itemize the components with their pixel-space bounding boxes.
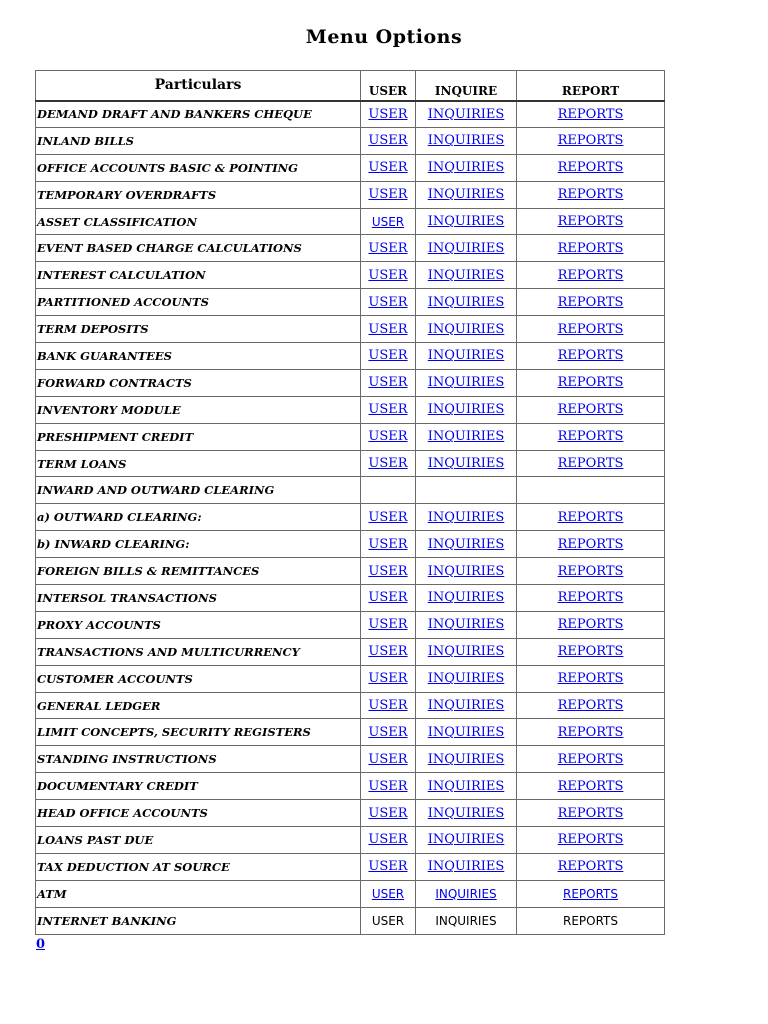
inquiries-link[interactable]: INQUIRIES	[427, 617, 505, 633]
inquiries-cell	[416, 154, 517, 181]
reports-link[interactable]: REPORTS	[562, 913, 618, 928]
reports-cell	[517, 504, 665, 531]
reports-link[interactable]: REPORTS	[557, 509, 624, 525]
inquiries-cell	[416, 907, 517, 934]
table-row	[36, 719, 665, 746]
user-link[interactable]: USER	[368, 698, 408, 714]
inquiries-link[interactable]: INQUIRIES	[427, 671, 505, 687]
reports-cell	[517, 773, 665, 800]
user-link[interactable]: USER	[368, 187, 408, 203]
inquiries-link[interactable]: INQUIRIES	[427, 375, 505, 391]
reports-link[interactable]: REPORTS	[557, 402, 624, 418]
reports-link[interactable]: REPORTS	[557, 859, 624, 875]
reports-link[interactable]: REPORTS	[557, 240, 624, 256]
inquiries-cell	[416, 127, 517, 154]
user-link[interactable]: USER	[371, 886, 405, 901]
row-label: a) OUTWARD CLEARING:	[36, 504, 361, 531]
reports-link[interactable]: REPORTS	[557, 671, 624, 687]
user-link[interactable]: USER	[368, 536, 408, 552]
row-label: HEAD OFFICE ACCOUNTS	[36, 800, 361, 827]
user-cell	[361, 423, 416, 450]
header-user: USER	[361, 71, 416, 101]
inquiries-link[interactable]: INQUIRIES	[435, 886, 497, 901]
reports-link[interactable]: REPORTS	[557, 778, 624, 794]
reports-cell	[517, 208, 665, 235]
inquiries-link[interactable]: INQUIRIES	[427, 751, 505, 767]
reports-cell	[517, 585, 665, 612]
row-label: TRANSACTIONS AND MULTICURRENCY	[36, 638, 361, 665]
user-link[interactable]: USER	[368, 778, 408, 794]
inquiries-cell	[416, 369, 517, 396]
reports-cell	[517, 343, 665, 370]
inquiries-link[interactable]: INQUIRIES	[427, 402, 505, 418]
row-label: FOREIGN BILLS & REMITTANCES	[36, 558, 361, 585]
user-cell	[361, 827, 416, 854]
row-label: CUSTOMER ACCOUNTS	[36, 665, 361, 692]
reports-link[interactable]: REPORTS	[557, 294, 624, 310]
inquiries-cell	[416, 208, 517, 235]
row-label: TAX DEDUCTION AT SOURCE	[36, 853, 361, 880]
inquiries-cell	[416, 746, 517, 773]
inquiries-cell	[416, 289, 517, 316]
inquiries-cell	[416, 181, 517, 208]
user-link[interactable]: USER	[368, 348, 408, 364]
inquiries-cell	[416, 343, 517, 370]
inquiries-link[interactable]: INQUIRIES	[427, 536, 505, 552]
table-row	[36, 504, 665, 531]
table-row	[36, 773, 665, 800]
top-anchor-link[interactable]: 0	[36, 937, 46, 952]
reports-cell	[517, 692, 665, 719]
user-link[interactable]: USER	[368, 509, 408, 525]
reports-link[interactable]: REPORTS	[557, 348, 624, 364]
table-row	[36, 665, 665, 692]
user-link[interactable]: USER	[368, 590, 408, 606]
inquiries-link[interactable]: INQUIRIES	[427, 563, 505, 579]
inquiries-link[interactable]: INQUIRIES	[427, 644, 505, 660]
user-cell	[361, 800, 416, 827]
user-cell	[361, 262, 416, 289]
row-label: DEMAND DRAFT AND BANKERS CHEQUE	[36, 101, 361, 128]
reports-cell	[517, 423, 665, 450]
reports-cell	[517, 181, 665, 208]
reports-cell	[517, 262, 665, 289]
table-row	[36, 396, 665, 423]
reports-link[interactable]: REPORTS	[557, 187, 624, 203]
inquiries-cell	[416, 585, 517, 612]
reports-link[interactable]: REPORTS	[557, 832, 624, 848]
reports-link[interactable]: REPORTS	[557, 751, 624, 767]
user-cell	[361, 208, 416, 235]
inquiries-cell	[416, 665, 517, 692]
table-row	[36, 343, 665, 370]
inquiries-cell	[416, 692, 517, 719]
table-row	[36, 692, 665, 719]
reports-cell	[517, 396, 665, 423]
inquiries-cell	[416, 853, 517, 880]
reports-cell	[517, 289, 665, 316]
table-row	[36, 181, 665, 208]
reports-cell	[517, 154, 665, 181]
reports-cell	[517, 638, 665, 665]
reports-link[interactable]: REPORTS	[557, 214, 624, 229]
table-row	[36, 450, 665, 477]
inquiries-cell	[416, 423, 517, 450]
user-cell	[361, 396, 416, 423]
user-cell	[361, 773, 416, 800]
row-label: STANDING INSTRUCTIONS	[36, 746, 361, 773]
reports-cell	[517, 450, 665, 477]
reports-link[interactable]: REPORTS	[557, 698, 624, 714]
row-label: DOCUMENTARY CREDIT	[36, 773, 361, 800]
reports-cell	[517, 719, 665, 746]
user-cell	[361, 853, 416, 880]
inquiries-link[interactable]: INQUIRIES	[427, 859, 505, 875]
table-row	[36, 853, 665, 880]
reports-link[interactable]: REPORTS	[562, 886, 618, 901]
table-row	[36, 262, 665, 289]
row-label: INTERSOL TRANSACTIONS	[36, 585, 361, 612]
user-link[interactable]: USER	[368, 240, 408, 256]
user-cell	[361, 558, 416, 585]
inquiries-link[interactable]: INQUIRIES	[427, 698, 505, 714]
user-cell	[361, 235, 416, 262]
row-label: PARTITIONED ACCOUNTS	[36, 289, 361, 316]
table-row	[36, 369, 665, 396]
table-row	[36, 827, 665, 854]
row-label: FORWARD CONTRACTS	[36, 369, 361, 396]
table-row	[36, 101, 665, 128]
table-row	[36, 154, 665, 181]
reports-cell	[517, 101, 665, 128]
inquiries-link[interactable]: INQUIRIES	[427, 348, 505, 364]
inquiries-cell	[416, 235, 517, 262]
page-title: Menu Options	[305, 26, 463, 48]
user-cell	[361, 611, 416, 638]
user-link[interactable]: USER	[368, 805, 408, 821]
table-row	[36, 800, 665, 827]
inquiries-cell	[416, 262, 517, 289]
row-label: TEMPORARY OVERDRAFTS	[36, 181, 361, 208]
user-cell	[361, 316, 416, 343]
row-label: b) INWARD CLEARING:	[36, 531, 361, 558]
user-cell	[361, 504, 416, 531]
user-cell	[361, 638, 416, 665]
user-link[interactable]: USER	[368, 267, 408, 283]
header-particulars: Particulars	[36, 71, 361, 101]
table-row	[36, 907, 665, 934]
inquiries-cell	[416, 477, 517, 504]
reports-cell	[517, 827, 665, 854]
table-row	[36, 208, 665, 235]
inquiries-link[interactable]: INQUIRIES	[427, 429, 505, 445]
table-row	[36, 289, 665, 316]
inquiries-link[interactable]: INQUIRIES	[427, 832, 505, 848]
user-link[interactable]: USER	[368, 294, 408, 310]
reports-cell	[517, 477, 665, 504]
inquiries-cell	[416, 773, 517, 800]
table-row	[36, 316, 665, 343]
row-label: TERM DEPOSITS	[36, 316, 361, 343]
inquiries-cell	[416, 316, 517, 343]
menu-options-table	[35, 70, 665, 935]
reports-link[interactable]: REPORTS	[557, 456, 624, 472]
user-cell	[361, 369, 416, 396]
inquiries-link[interactable]: INQUIRIES	[427, 724, 505, 740]
inquiries-cell	[416, 611, 517, 638]
inquiries-cell	[416, 558, 517, 585]
row-label: OFFICE ACCOUNTS BASIC & POINTING	[36, 154, 361, 181]
user-cell	[361, 880, 416, 907]
user-link[interactable]: USER	[368, 133, 408, 149]
user-link[interactable]: USER	[368, 751, 408, 767]
inquiries-cell	[416, 880, 517, 907]
table-row	[36, 477, 665, 504]
row-label: TERM LOANS	[36, 450, 361, 477]
user-cell	[361, 531, 416, 558]
user-cell	[361, 289, 416, 316]
reports-cell	[517, 853, 665, 880]
inquiries-cell	[416, 800, 517, 827]
table-row	[36, 638, 665, 665]
row-label: PRESHIPMENT CREDIT	[36, 423, 361, 450]
inquiries-link[interactable]: INQUIRIES	[427, 294, 505, 310]
user-cell	[361, 719, 416, 746]
user-link[interactable]: USER	[368, 160, 408, 176]
reports-link[interactable]: REPORTS	[557, 267, 624, 283]
user-link[interactable]: USER	[368, 644, 408, 660]
reports-link[interactable]: REPORTS	[557, 106, 624, 122]
row-label: EVENT BASED CHARGE CALCULATIONS	[36, 235, 361, 262]
inquiries-cell	[416, 638, 517, 665]
inquiries-link[interactable]: INQUIRIES	[427, 240, 505, 256]
user-link[interactable]: USER	[368, 429, 408, 445]
inquiries-cell	[416, 101, 517, 128]
row-label: GENERAL LEDGER	[36, 692, 361, 719]
reports-cell	[517, 746, 665, 773]
user-link[interactable]: USER	[368, 106, 408, 122]
inquiries-cell	[416, 504, 517, 531]
table-row	[36, 611, 665, 638]
table-row	[36, 235, 665, 262]
inquiries-link[interactable]: INQUIRIES	[427, 778, 505, 794]
user-cell	[361, 343, 416, 370]
user-cell	[361, 450, 416, 477]
reports-link[interactable]: REPORTS	[557, 375, 624, 391]
inquiries-link[interactable]: INQUIRIES	[427, 133, 505, 149]
row-label: ASSET CLASSIFICATION	[36, 208, 361, 235]
reports-link[interactable]: REPORTS	[557, 563, 624, 579]
reports-link[interactable]: REPORTS	[557, 590, 624, 606]
reports-link[interactable]: REPORTS	[557, 644, 624, 660]
row-label: INTEREST CALCULATION	[36, 262, 361, 289]
inquiries-link[interactable]: INQUIRIES	[427, 805, 505, 821]
reports-cell	[517, 127, 665, 154]
reports-link[interactable]: REPORTS	[557, 724, 624, 740]
row-label: INTERNET BANKING	[36, 907, 361, 934]
reports-cell	[517, 369, 665, 396]
row-label: LOANS PAST DUE	[36, 827, 361, 854]
user-link[interactable]: USER	[368, 859, 408, 875]
table-row	[36, 746, 665, 773]
reports-link[interactable]: REPORTS	[557, 160, 624, 176]
row-label: ATM	[36, 880, 361, 907]
reports-cell	[517, 611, 665, 638]
inquiries-cell	[416, 719, 517, 746]
inquiries-cell	[416, 396, 517, 423]
reports-cell	[517, 907, 665, 934]
table-row	[36, 880, 665, 907]
inquiries-link[interactable]: INQUIRIES	[427, 267, 505, 283]
reports-cell	[517, 235, 665, 262]
user-link[interactable]: USER	[368, 321, 408, 337]
reports-link[interactable]: REPORTS	[557, 805, 624, 821]
reports-cell	[517, 316, 665, 343]
inquiries-cell	[416, 827, 517, 854]
user-cell	[361, 746, 416, 773]
user-link[interactable]: USER	[368, 456, 408, 472]
user-cell	[361, 181, 416, 208]
user-cell	[361, 665, 416, 692]
header-inquire: INQUIRE	[416, 71, 517, 101]
header-report: REPORT	[517, 71, 665, 101]
reports-cell	[517, 531, 665, 558]
inquiries-link[interactable]: INQUIRIES	[427, 160, 505, 176]
reports-link[interactable]: REPORTS	[557, 133, 624, 149]
user-cell	[361, 127, 416, 154]
table-row	[36, 531, 665, 558]
inquiries-cell	[416, 450, 517, 477]
table-header-row	[36, 71, 665, 101]
user-link[interactable]: USER	[368, 724, 408, 740]
reports-link[interactable]: REPORTS	[557, 321, 624, 337]
row-label: INWARD AND OUTWARD CLEARING	[36, 477, 361, 504]
inquiries-link[interactable]: INQUIRIES	[427, 590, 505, 606]
inquiries-link[interactable]: INQUIRIES	[427, 509, 505, 525]
row-label: INLAND BILLS	[36, 127, 361, 154]
user-cell	[361, 907, 416, 934]
user-cell	[361, 585, 416, 612]
reports-link[interactable]: REPORTS	[557, 536, 624, 552]
table-row	[36, 558, 665, 585]
user-link[interactable]: USER	[368, 617, 408, 633]
user-cell	[361, 477, 416, 504]
row-label: BANK GUARANTEES	[36, 343, 361, 370]
inquiries-link[interactable]: INQUIRIES	[435, 913, 497, 928]
user-link[interactable]: USER	[371, 913, 405, 928]
row-label: PROXY ACCOUNTS	[36, 611, 361, 638]
row-label: LIMIT CONCEPTS, SECURITY REGISTERS	[36, 719, 361, 746]
user-link[interactable]: USER	[368, 563, 408, 579]
user-link[interactable]: USER	[368, 402, 408, 418]
reports-cell	[517, 665, 665, 692]
inquiries-link[interactable]: INQUIRIES	[427, 187, 505, 203]
table-row	[36, 127, 665, 154]
inquiries-link[interactable]: INQUIRIES	[427, 456, 505, 472]
user-link[interactable]: USER	[371, 214, 405, 229]
user-cell	[361, 692, 416, 719]
reports-link[interactable]: REPORTS	[557, 429, 624, 445]
user-link[interactable]: USER	[368, 375, 408, 391]
inquiries-link[interactable]: INQUIRIES	[427, 106, 505, 122]
inquiries-cell	[416, 531, 517, 558]
table-body	[36, 101, 665, 935]
user-cell	[361, 154, 416, 181]
user-cell	[361, 101, 416, 128]
row-label: INVENTORY MODULE	[36, 396, 361, 423]
reports-cell	[517, 800, 665, 827]
reports-cell	[517, 880, 665, 907]
inquiries-link[interactable]: INQUIRIES	[427, 214, 505, 229]
table-row	[36, 585, 665, 612]
reports-cell	[517, 558, 665, 585]
inquiries-link[interactable]: INQUIRIES	[427, 321, 505, 337]
user-link[interactable]: USER	[368, 671, 408, 687]
user-link[interactable]: USER	[368, 832, 408, 848]
table-row	[36, 423, 665, 450]
reports-link[interactable]: REPORTS	[557, 617, 624, 633]
